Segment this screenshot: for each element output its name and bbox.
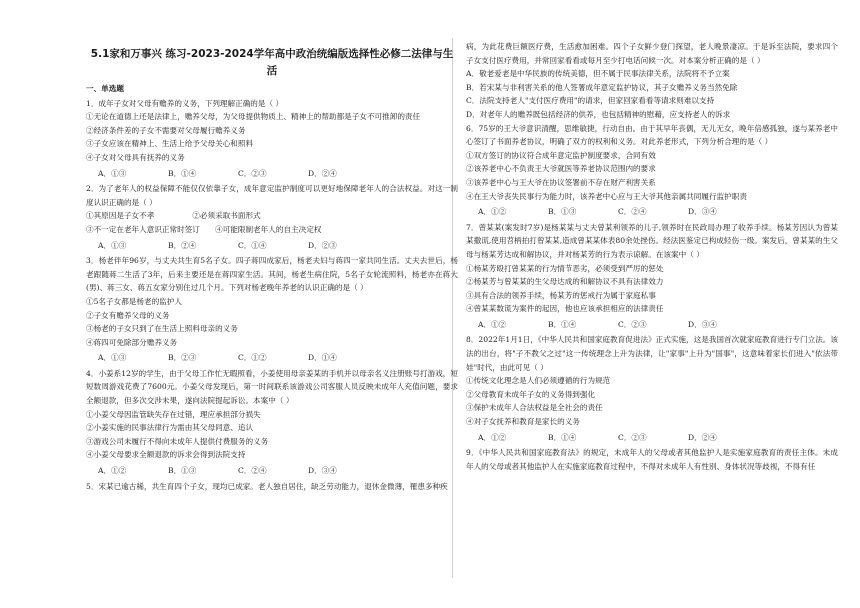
question-statement: ③游戏公司未履行不得向未成年人提供付费服务的义务 <box>86 436 269 446</box>
section-heading: 一、单选题 <box>86 84 124 93</box>
question-statement: ③不一定在老年人意识正常时签订 ④可能限制老年人的自主决定权 <box>86 224 322 234</box>
question-statement: ①其原因是子女不孝 ②必须采取书面形式 <box>86 211 261 221</box>
question-stem: 8．2022年1月1日，《中华人民共和国家庭教育促进法》正式实施，这是我国首次就家庭教育进行专门立法。该法的出台，将"子不教父之过"这一传统理念上升为法律，让"家事"上升为"国事"，这意味着家长们进入"依法带娃"时代，由此可见（ ） <box>466 335 838 372</box>
answer-option: C．②④ <box>238 466 267 476</box>
question-statement: ③该养老中心与王大爷在协议签署前不存在财产利害关系 <box>466 177 656 187</box>
answer-option: D．②④ <box>688 432 717 442</box>
question-stem: 病，为此花费巨额医疗费，生活愈加困难。四个子女鲜少登门探望，老人晚景凄凉。于是诉至法院，要求四个子女支付医疗费用，并常回家看看或每月至少打电话问候一次。对本案分析正确的是（ ） <box>466 42 838 65</box>
answer-option: A．①③ <box>98 168 127 178</box>
left-column <box>86 40 458 493</box>
question-statement: C．法院支持老人"支付医疗费用"的请求，但家回家看看等请求则难以支持 <box>466 96 715 106</box>
question <box>86 367 458 478</box>
question-statement: ④在王大爷丧失民事行为能力时，该养老中心应与王大爷其他亲属共同履行监护职责 <box>466 191 747 201</box>
answer-option: A．①② <box>478 432 507 442</box>
question-statement: ②小姜实施的民事法律行为需由其父母同意、追认 <box>86 423 254 433</box>
answer-options <box>478 205 838 219</box>
answer-option: B．①④ <box>548 432 577 442</box>
question-statement: ②子女有赡养父母的义务 <box>86 310 170 320</box>
answer-option: B．②④ <box>168 240 197 250</box>
question-statement: ②杨某芳与曾某某的生父母达成的和解协议不具有法律效力 <box>466 277 664 287</box>
question-statement: ③保护未成年人合法权益是全社会的责任 <box>466 403 603 413</box>
question-statement: ④曾某某数谎为案件的起因，他也应该承担相应的法律责任 <box>466 304 664 314</box>
answer-option: D．②③ <box>308 240 337 250</box>
question-statement: ②父母教育未成年子女的义务得到强化 <box>466 389 596 399</box>
question <box>466 122 838 219</box>
question-stem: 9．《中华人民共和国家庭教育法》的规定，未成年人的父母或者其他监护人是实施家庭教育的责任主体。未成年人的父母或者其他监护人在实施家庭教育过程中，不得对未成年人有性别、身体状况等歧视，不得有任 <box>466 448 838 471</box>
question-stem: 1．成年子女对父母有赡养的义务，下列理解正确的是（ ） <box>86 98 284 108</box>
answer-options <box>98 167 458 181</box>
answer-options <box>98 239 458 253</box>
answer-option: A．①② <box>478 207 507 217</box>
question-statement: ④蒋四可免除部分赡养义务 <box>86 337 178 347</box>
question <box>86 480 458 494</box>
question-statement: ②该养老中心不负责王大爷就医等养老协议范围内的要求 <box>466 164 656 174</box>
answer-option: C．②③ <box>238 168 267 178</box>
left-question-list <box>86 97 458 494</box>
answer-option: D．③④ <box>688 207 717 217</box>
question-stem: 6．75岁的王大爷意识清醒，思维敏捷，行动自由。由于其早年丧偶，无儿无女，晚年倍感孤独，遂与某养老中心签订了书面养老协议，明确了双方的权利和义务。对此养老形式，下列分析合理的是（ ） <box>466 123 838 147</box>
answer-options <box>478 318 838 332</box>
question <box>86 182 458 252</box>
right-question-list <box>466 40 838 473</box>
question-statement: ④小姜父母要求全额退款的诉求会得到法院支持 <box>86 450 246 460</box>
question <box>466 221 838 332</box>
question-statement: D．对老年人的赡养既包括经济的供养，也包括精神的慰藉，应支持老人的诉求 <box>466 109 731 119</box>
question-statement: ④子女对父母具有抚养的义务 <box>86 152 185 162</box>
question-statement: ①小姜父母因监管缺失存在过错，理应承担部分损失 <box>86 409 261 419</box>
question <box>466 446 838 473</box>
document-title: 5.1家和万事兴 练习-2023-2024学年高中政治统编版选择性必修二法律与生活 <box>90 48 454 77</box>
answer-options <box>478 431 838 445</box>
question-stem: 2．为了老年人的权益保障不能仅仅依靠子女，成年意定监护制度可以更好地保障老年人的合法权益。对这一制度认识正确的是（ ） <box>86 184 458 207</box>
question-statement: ③子女应该在精神上、生活上给予父母关心和照料 <box>86 139 254 149</box>
question-statement: ①无论在道德上还是法律上，赡养父母，为父母提供物质上、精神上的帮助都是子女不可推卸的责任 <box>86 112 421 122</box>
answer-option: D．③④ <box>308 466 337 476</box>
answer-option: C．②③ <box>618 319 647 329</box>
question-stem: 5．宋某已逾古稀，共生育四个子女，现均已成家。老人独自居住，缺乏劳动能力，退休金微薄，罹患多种疾 <box>86 481 448 491</box>
answer-option: C．①④ <box>238 240 267 250</box>
question-stem: 3．杨老伴年96岁，与丈夫共生育5名子女。四子蒋四成家后，杨老夫妇与蒋四一家共同生活。丈夫去世后，杨老跟随蒋二生活了3年，后来主要还是在蒋四家生活。其间，杨老生病住院，5名子女轮流照料，杨老亦在蒋大(男)、蒋三女、蒋五女家分别住过几个月。下列对杨老晚年养老的认识正确的是（ ） <box>86 256 458 293</box>
answer-option: C．②③ <box>618 432 647 442</box>
answer-option: B．①③ <box>548 207 577 217</box>
right-column <box>466 40 838 473</box>
question <box>86 254 458 365</box>
question-statement: ③具有合法的领养手续，杨某芳的惩戒行为属于家庭私事 <box>466 290 656 300</box>
answer-option: D．②④ <box>308 168 337 178</box>
question <box>86 97 458 181</box>
question <box>466 333 838 444</box>
question <box>466 40 838 122</box>
question-statement: ③杨老的子女只到了在生活上照料母亲的义务 <box>86 324 238 334</box>
answer-option: C．②④ <box>618 207 647 217</box>
question-statement: A．敬老爱老是中华民族的传统美德，但不属于民事法律关系，法院将不予立案 <box>466 69 730 79</box>
answer-options <box>98 351 458 365</box>
question-statement: ②经济条件差的子女不需要对父母履行赡养义务 <box>86 125 246 135</box>
question-statement: ①杨某芳殴打曾某某的行为情节恶劣，必须受到严厉的惩处 <box>466 263 664 273</box>
question-stem: 7．曾某某(案发时7岁)是杨某某与丈夫曾某利领养的儿子,领养时在民政局办理了收养手续。杨某芳因认为曾某某撒谎,使用苕柄拍打曾某某,造成曾某某体表80余处挫伤。经法医鉴定已构成轻伤一级。案发后，曾某某的生父母与杨某芳达成和解协议，并对杨某芳的行为表示谅解。在该案中（ ） <box>466 222 838 259</box>
answer-option: A．①② <box>478 319 507 329</box>
answer-option: B．①③ <box>168 466 197 476</box>
question-statement: ①传统文化理念是人们必须遵循的行为规范 <box>466 376 611 386</box>
question-statement: B．若宋某与非利害关系的他人签署成年意定监护协议，其子女赡养义务当然免除 <box>466 82 738 92</box>
answer-option: B．①④ <box>548 319 577 329</box>
question-stem: 4．小姜系12岁的学生，由于父母工作忙无暇照看，小姜使用母亲姜某的手机并以母亲名义注册账号打游戏，短短数周游戏花费了7600元。小姜父母发现后，第一时间联系该游戏公司客服人员反映未成年人充值问题，要求全额退款，但多次交涉未果，遂向法院提起诉讼。本案中（ ） <box>86 368 458 406</box>
answer-option: D．③④ <box>688 319 717 329</box>
answer-option: A．①③ <box>98 240 127 250</box>
answer-option: B．②③ <box>168 353 197 363</box>
answer-option: A．①③ <box>98 353 127 363</box>
answer-option: B．①④ <box>168 168 197 178</box>
answer-option: D．①④ <box>308 353 337 363</box>
answer-options <box>98 464 458 478</box>
question-statement: ①5名子女都是杨老的监护人 <box>86 296 182 306</box>
question-statement: ①双方签订的协议符合成年意定监护制度要求，合同有效 <box>466 150 656 160</box>
question-statement: ④对子女抚养和教育是家长的义务 <box>466 417 580 427</box>
answer-option: C．①② <box>238 353 267 363</box>
answer-option: A．①② <box>98 466 127 476</box>
